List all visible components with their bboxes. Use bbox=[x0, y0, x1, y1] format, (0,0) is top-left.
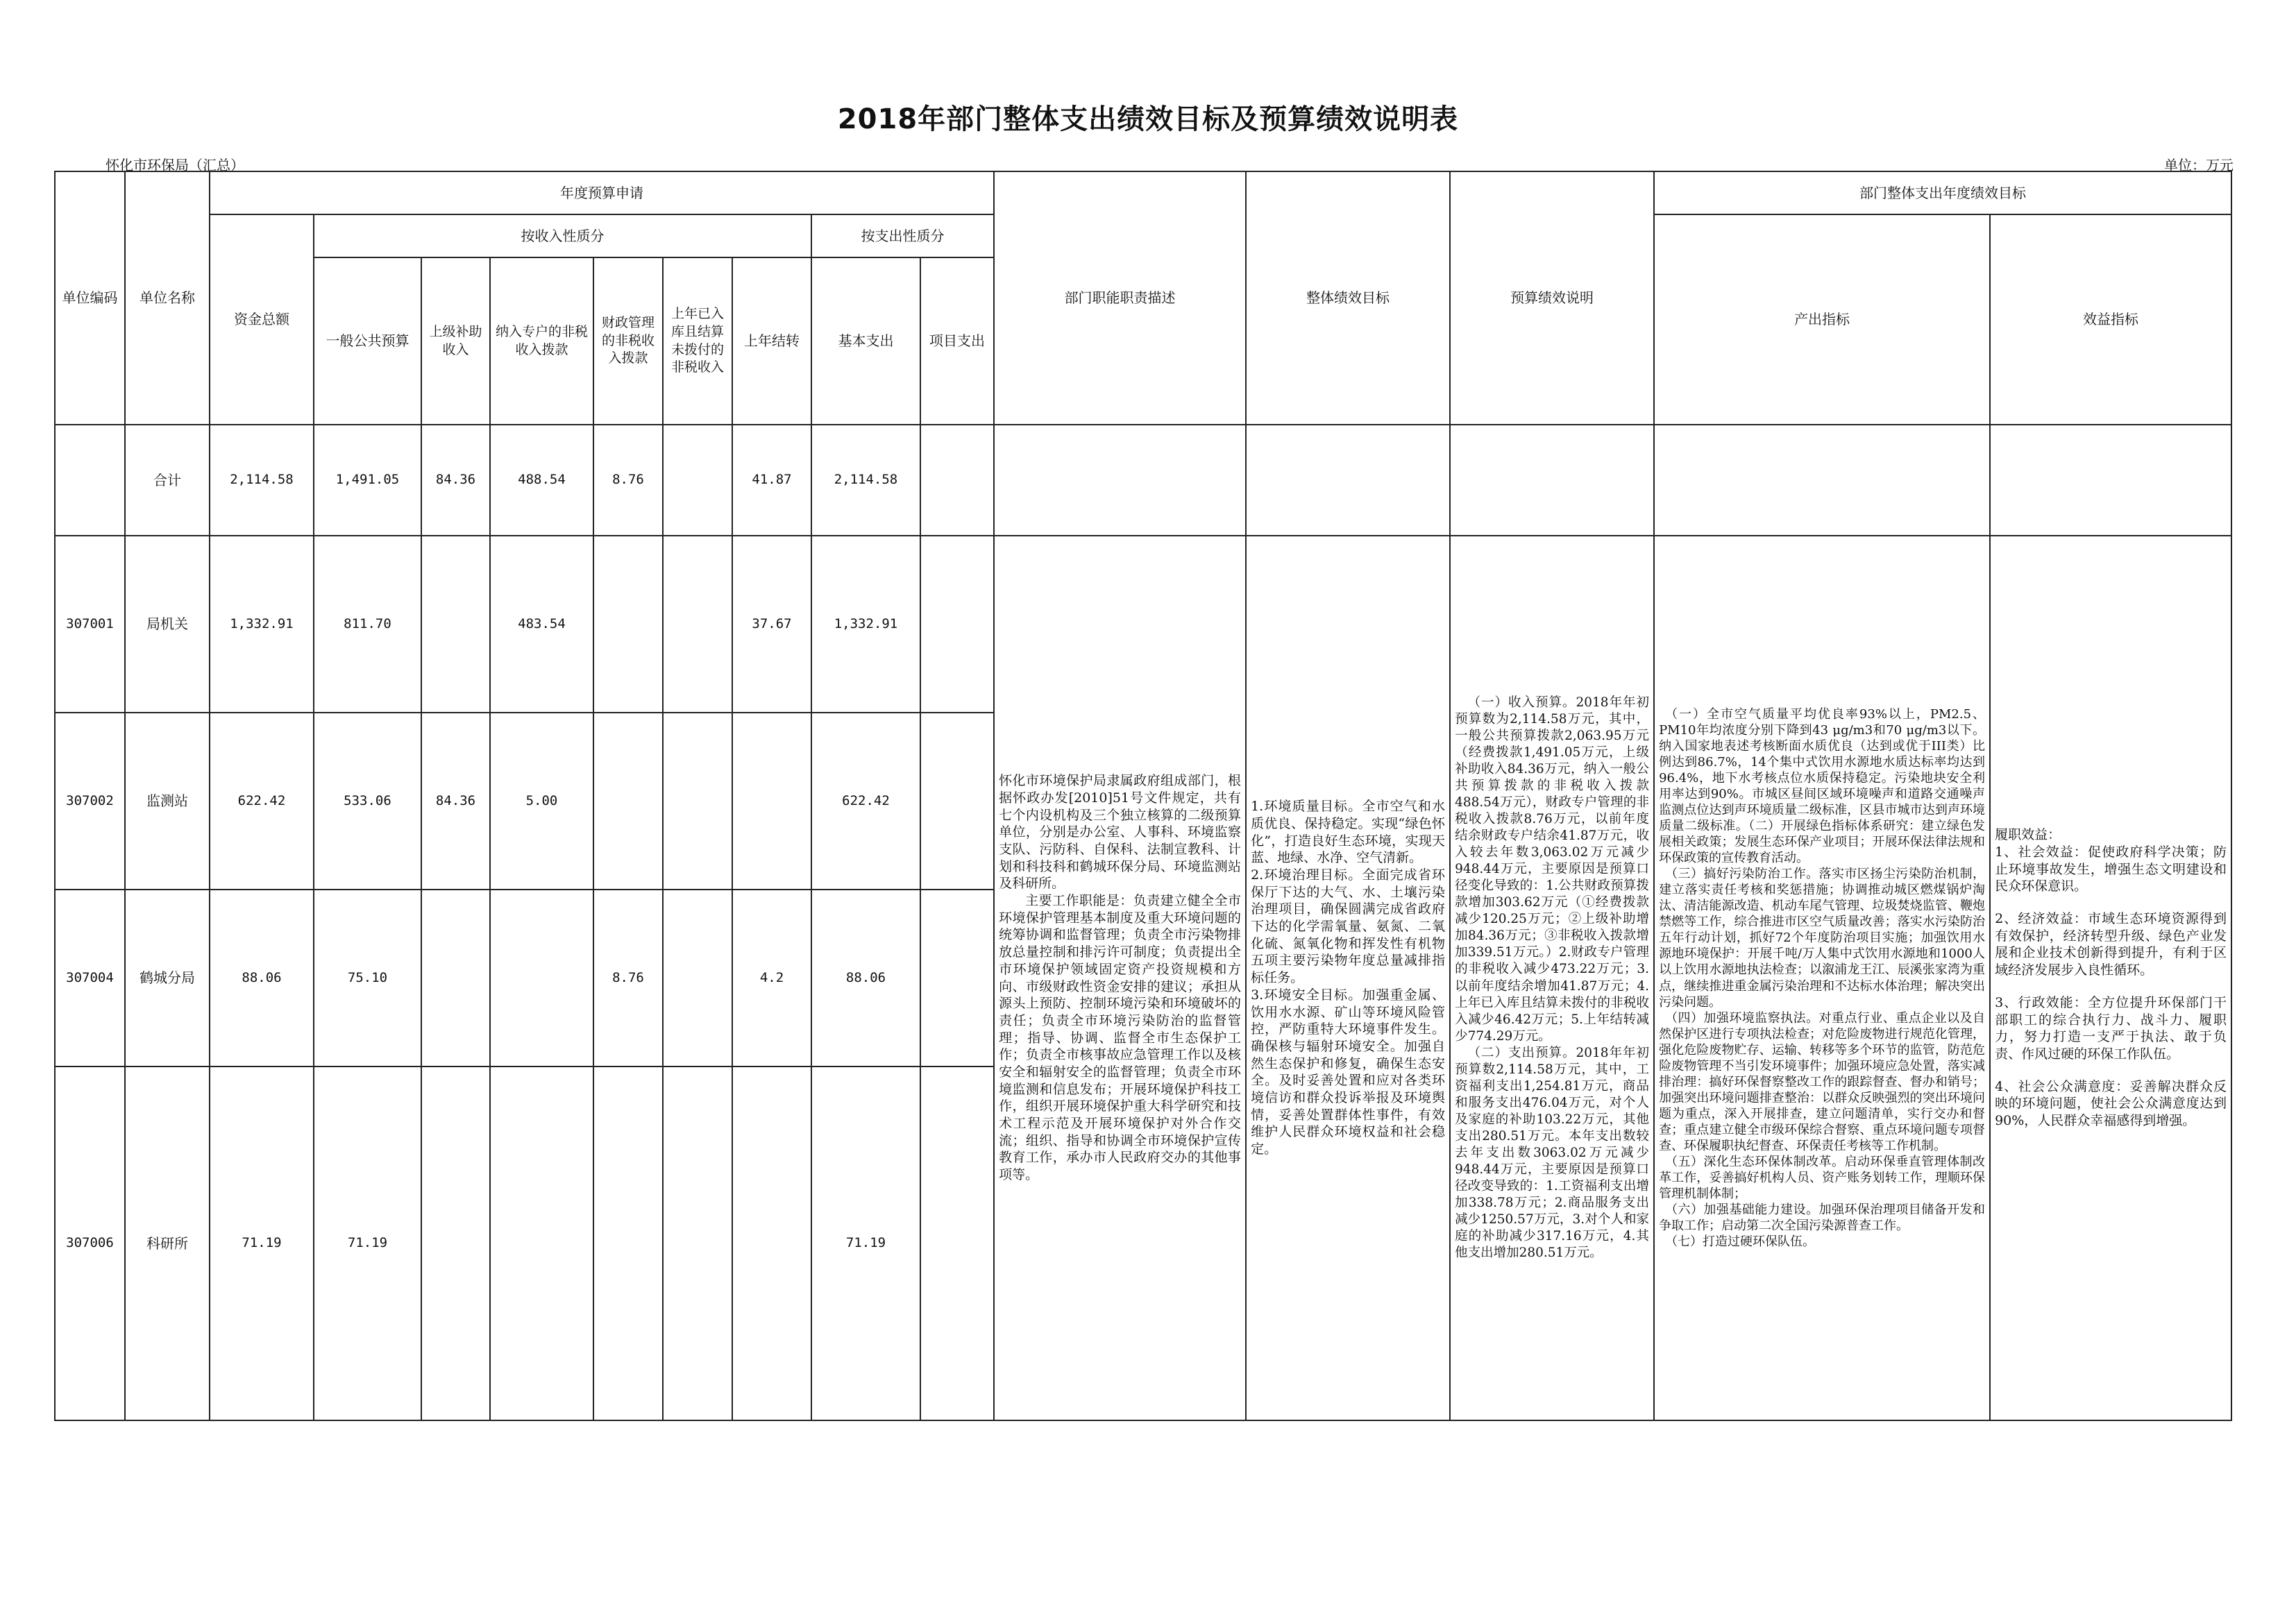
cell-special: 483.54 bbox=[490, 536, 593, 713]
header-fiscal-nontax: 财政管理的非税收入拨款 bbox=[593, 257, 663, 425]
duty-paragraph: 怀化市环境保护局隶属政府组成部门，根据怀政办发[2010]51号文件规定，共有七个内设机构及三个独立核算的二级预算单位，分别是办公室、人事科、环境监察支队、污防科、自保科、法制宣教科、计划和科技科和鹤城环保分局、环境监测站及科研所。 bbox=[999, 773, 1242, 892]
header-output-indicators: 产出指标 bbox=[1654, 214, 1990, 425]
header-overall-goal: 整体绩效目标 bbox=[1246, 171, 1450, 425]
cell-special: 5.00 bbox=[490, 713, 593, 890]
budget-note-cell bbox=[1450, 536, 1654, 1420]
duty-description-cell bbox=[994, 536, 1246, 1420]
cell-project bbox=[920, 890, 994, 1067]
cell-name: 合计 bbox=[125, 425, 210, 536]
header-by-expense: 按支出性质分 bbox=[811, 214, 994, 257]
benefit-paragraph: 2、经济效益：市域生态环境资源得到有效保护，经济转型升级、绿色产业发展和企业技术创新得到提升，有利于区域经济发展步入良性循环。 bbox=[1995, 911, 2227, 978]
cell-basic: 88.06 bbox=[811, 890, 920, 1067]
cell-special bbox=[490, 890, 593, 1067]
header-by-income: 按收入性质分 bbox=[314, 214, 811, 257]
header-basic-expense: 基本支出 bbox=[811, 257, 920, 425]
cell-name: 监测站 bbox=[125, 713, 210, 890]
header-prior-year-unallocated: 上年已入库且结算未拨付的非税收入 bbox=[663, 257, 732, 425]
header-budget-note: 预算绩效说明 bbox=[1450, 171, 1654, 425]
cell-general: 71.19 bbox=[314, 1067, 421, 1420]
cell-carryover bbox=[732, 1067, 811, 1420]
cell-carryover: 37.67 bbox=[732, 536, 811, 713]
cell-project bbox=[920, 1067, 994, 1420]
cell-basic: 1,332.91 bbox=[811, 536, 920, 713]
goal-paragraph: 2.环境治理目标。全面完成省环保厅下达的大气、水、土壤污染治理项目，确保圆满完成省政府下达的化学需氧量、氨氮、二氧化硫、氮氧化物和挥发性有机物五项主要污染物年度总量减排指标任务。 bbox=[1251, 867, 1446, 986]
cell-unallocated bbox=[663, 890, 732, 1067]
cell-name: 鹤城分局 bbox=[125, 890, 210, 1067]
cell-total: 88.06 bbox=[210, 890, 314, 1067]
output-paragraph: （四）加强环境监察执法。对重点行业、重点企业以及自然保护区进行专项执法检查；对危险废物进行规范化管理，强化危险废物贮存、运输、转移等多个环节的监管，防范危险废物管理不当引发环境事件；加强环境应急处置，落实减排治理：搞好环保督察整改工作的跟踪督查、督办和销号；加强突出环境问题排查整治：以群众反映强烈的突出环境问题为重点，深入开展排查，建立问题清单，实行交办和督查；重点建立健全市级环保综合督察、重点环境问题专项督查、环保履职执纪督查、环保责任考核等工作机制。 bbox=[1659, 1010, 1986, 1153]
cell-name: 局机关 bbox=[125, 536, 210, 713]
header-unit-code: 单位编码 bbox=[55, 171, 125, 425]
benefit-indicators-cell bbox=[1990, 536, 2231, 1420]
table-row bbox=[55, 425, 2231, 536]
cell-subsidy: 84.36 bbox=[421, 425, 490, 536]
cell-project bbox=[920, 536, 994, 713]
cell-unallocated bbox=[663, 713, 732, 890]
cell-code: 307001 bbox=[55, 536, 125, 713]
overall-goal-cell bbox=[1246, 536, 1450, 1420]
cell-total: 1,332.91 bbox=[210, 536, 314, 713]
cell-total: 622.42 bbox=[210, 713, 314, 890]
benefit-paragraph: 履职效益： bbox=[1995, 827, 2061, 843]
header-project-expense: 项目支出 bbox=[920, 257, 994, 425]
output-paragraph: （六）加强基础能力建设。加强环保治理项目储备开发和争取工作；启动第二次全国污染源普查工作。 bbox=[1659, 1202, 1986, 1233]
output-paragraph: （一）全市空气质量平均优良率93%以上，PM2.5、PM10年均浓度分别下降到43 μg/m3和70 μg/m3以下。纳入国家地表述考核断面水质优良（达到或优于III类）比例达到86.7%，14个集中式饮用水源地水质达标率均达到96.4%，地下水考核点位水质保持稳定。污染地块安全利用率达到90%。市城区昼间区域环境噪声和道路交通噪声监测点位达到声环境质量二级标准，区县市城市达到声环境质量二级标准。（二）开展绿色指标体系研究：建立绿色发展相关政策；发展生态环保产业项目；开展环保法律法规和环保政策的宣传教育活动。 bbox=[1659, 706, 1986, 866]
goal-paragraph: 1.环境质量目标。全市空气和水质优良、保持稳定。实现“绿色怀化”，打造良好生态环境，实现天蓝、地绿、水净、空气清新。 bbox=[1251, 799, 1446, 866]
header-duty-desc: 部门职能职责描述 bbox=[994, 171, 1246, 425]
header-superior-subsidy: 上级补助收入 bbox=[421, 257, 490, 425]
cell-code bbox=[55, 425, 125, 536]
header-general-budget: 一般公共预算 bbox=[314, 257, 421, 425]
benefit-paragraph: 3、行政效能：全方位提升环保部门干部职工的综合执行力、战斗力、履职力，努力打造一支严于执法、敢于负责、作风过硬的环保工作队伍。 bbox=[1995, 994, 2227, 1062]
cell-special: 488.54 bbox=[490, 425, 593, 536]
cell-carryover: 4.2 bbox=[732, 890, 811, 1067]
cell-empty bbox=[1246, 425, 1450, 536]
duty-paragraph: 主要工作职能是：负责建立健全全市环境保护管理基本制度及重大环境问题的统筹协调和监督管理；负责全市污染物排放总量控制和排污许可制度；负责提出全市环境保护领域固定资产投资规模和方向、市级财政性资金安排的建议；承担从源头上预防、控制环境污染和环境破坏的责任；负责全市环境污染防治的监督管理；指导、协调、监督全市生态保护工作；负责全市核事故应急管理工作以及核安全和辐射安全的监督管理；负责全市环境监测和信息发布；开展环境保护科技工作，组织开展环境保护重大科学研究和技术工程示范及开展环境保护对外合作交流；组织、指导和协调全市环境保护宣传教育工作，承办市人民政府交办的其他事项等。 bbox=[999, 893, 1242, 1183]
benefit-paragraph: 4、社会公众满意度：妥善解决群众反映的环境问题，使社会公众满意度达到90%，人民群众幸福感得到增强。 bbox=[1995, 1078, 2227, 1128]
table-row bbox=[55, 536, 2231, 713]
goal-paragraph: 3.环境安全目标。加强重金属、饮用水水源、矿山等环境风险管控，严防重特大环境事件发生。确保核与辐射环境安全。加强自然生态保护和修复，确保生态安全。及时妥善处置和应对各类环境信访和群众投诉举报及环境舆情，妥善处置群体性事件，有效维护人民群众环境权益和社会稳定。 bbox=[1251, 987, 1446, 1157]
header-annual-goals: 部门整体支出年度绩效目标 bbox=[1654, 171, 2231, 214]
cell-empty bbox=[1450, 425, 1654, 536]
cell-empty bbox=[1990, 425, 2231, 536]
output-indicators-cell bbox=[1654, 536, 1990, 1420]
organization-label: 怀化市环保局（汇总） bbox=[105, 157, 244, 173]
cell-code: 307006 bbox=[55, 1067, 125, 1420]
output-paragraph: （五）深化生态环保体制改革。启动环保垂直管理体制改革工作，妥善搞好机构人员、资产账务划转工作，理顺环保管理机制体制； bbox=[1659, 1154, 1986, 1201]
header-annual-budget: 年度预算申请 bbox=[210, 171, 994, 214]
page-title: 2018年部门整体支出绩效目标及预算绩效说明表 bbox=[837, 103, 1459, 135]
cell-total: 71.19 bbox=[210, 1067, 314, 1420]
cell-project bbox=[920, 425, 994, 536]
cell-unallocated bbox=[663, 536, 732, 713]
header-row-1 bbox=[55, 171, 2231, 214]
output-paragraph: （七）打造过硬环保队伍。 bbox=[1665, 1234, 1816, 1249]
cell-fiscal bbox=[593, 1067, 663, 1420]
cell-total: 2,114.58 bbox=[210, 425, 314, 536]
unit-label: 单位：万元 bbox=[2164, 157, 2234, 173]
cell-subsidy bbox=[421, 536, 490, 713]
cell-code: 307004 bbox=[55, 890, 125, 1067]
cell-subsidy bbox=[421, 890, 490, 1067]
cell-empty bbox=[994, 425, 1246, 536]
cell-unallocated bbox=[663, 1067, 732, 1420]
header-benefit-indicators: 效益指标 bbox=[1990, 214, 2231, 425]
header-total-funds: 资金总额 bbox=[210, 214, 314, 425]
cell-carryover: 41.87 bbox=[732, 425, 811, 536]
cell-subsidy: 84.36 bbox=[421, 713, 490, 890]
cell-fiscal: 8.76 bbox=[593, 425, 663, 536]
cell-general: 75.10 bbox=[314, 890, 421, 1067]
cell-unallocated bbox=[663, 425, 732, 536]
cell-carryover bbox=[732, 713, 811, 890]
cell-empty bbox=[1654, 425, 1990, 536]
cell-general: 533.06 bbox=[314, 713, 421, 890]
cell-subsidy bbox=[421, 1067, 490, 1420]
cell-project bbox=[920, 713, 994, 890]
performance-table bbox=[54, 171, 2232, 1421]
cell-basic: 71.19 bbox=[811, 1067, 920, 1420]
header-prior-year-carryover: 上年结转 bbox=[732, 257, 811, 425]
cell-general: 811.70 bbox=[314, 536, 421, 713]
cell-basic: 2,114.58 bbox=[811, 425, 920, 536]
cell-name: 科研所 bbox=[125, 1067, 210, 1420]
budget-paragraph: （二）支出预算。2018年年初预算数2,114.58万元，其中，工资福利支出1,254.81万元，商品和服务支出476.04万元，对个人及家庭的补助103.22万元，其他支出280.51万元。本年支出数较去年支出数3063.02万元减少948.44万元，主要原因是预算口径改变导致的：1.工资福利支出增加338.78万元；2.商品服务支出减少1250.57万元，3.对个人和家庭的补助减少317.16万元，4.其他支出增加280.51万元。 bbox=[1455, 1045, 1650, 1261]
cell-basic: 622.42 bbox=[811, 713, 920, 890]
output-paragraph: （三）搞好污染防治工作。落实市区扬尘污染防治机制，建立落实责任考核和奖惩措施；协调推动城区燃煤锅炉淘汰、清洁能源改造、机动车尾气管理、垃圾焚烧监管、鞭炮禁燃等工作，综合推进市区空气质量改善；落实水污染防治五年行动计划，抓好72个年度防治项目实施；加强饮用水源地环境保护：开展千吨/万人集中式饮用水源地和1000人以上饮用水源地执法检查；以溆浦龙王江、辰溪张家湾为重点，继续推进重金属污染治理和不达标水体治理；解决突出污染问题。 bbox=[1659, 867, 1986, 1010]
cell-fiscal bbox=[593, 536, 663, 713]
cell-general: 1,491.05 bbox=[314, 425, 421, 536]
cell-special bbox=[490, 1067, 593, 1420]
header-nontax-special: 纳入专户的非税收入拨款 bbox=[490, 257, 593, 425]
header-unit-name: 单位名称 bbox=[125, 171, 210, 425]
cell-fiscal: 8.76 bbox=[593, 890, 663, 1067]
benefit-paragraph: 1、社会效益：促使政府科学决策；防止环境事故发生，增强生态文明建设和民众环保意识。 bbox=[1995, 844, 2227, 894]
budget-paragraph: （一）收入预算。2018年年初预算数为2,114.58万元，其中，一般公共预算拨款2,063.95万元（经费拨款1,491.05万元，上级补助收入84.36万元，纳入一般公共预算拨款的非税收入拨款488.54万元），财政专户管理的非税收入拨款8.76万元，以前年度结余财政专户结余41.87万元，收入较去年数3,063.02万元减少948.44万元，主要原因是预算口径变化导致的：1.公共财政预算拨款增加303.62万元（①经费拨款减少120.25万元；②上级补助增加84.36万元；③非税收入拨款增加339.51万元。）2.财政专户管理的非税收入减少473.22万元；3.以前年度结余增加41.87万元；4.上年已入库且结算未拨付的非税收入减少46.42万元；5.上年结转减少774.29万元。 bbox=[1455, 695, 1650, 1044]
cell-fiscal bbox=[593, 713, 663, 890]
cell-code: 307002 bbox=[55, 713, 125, 890]
